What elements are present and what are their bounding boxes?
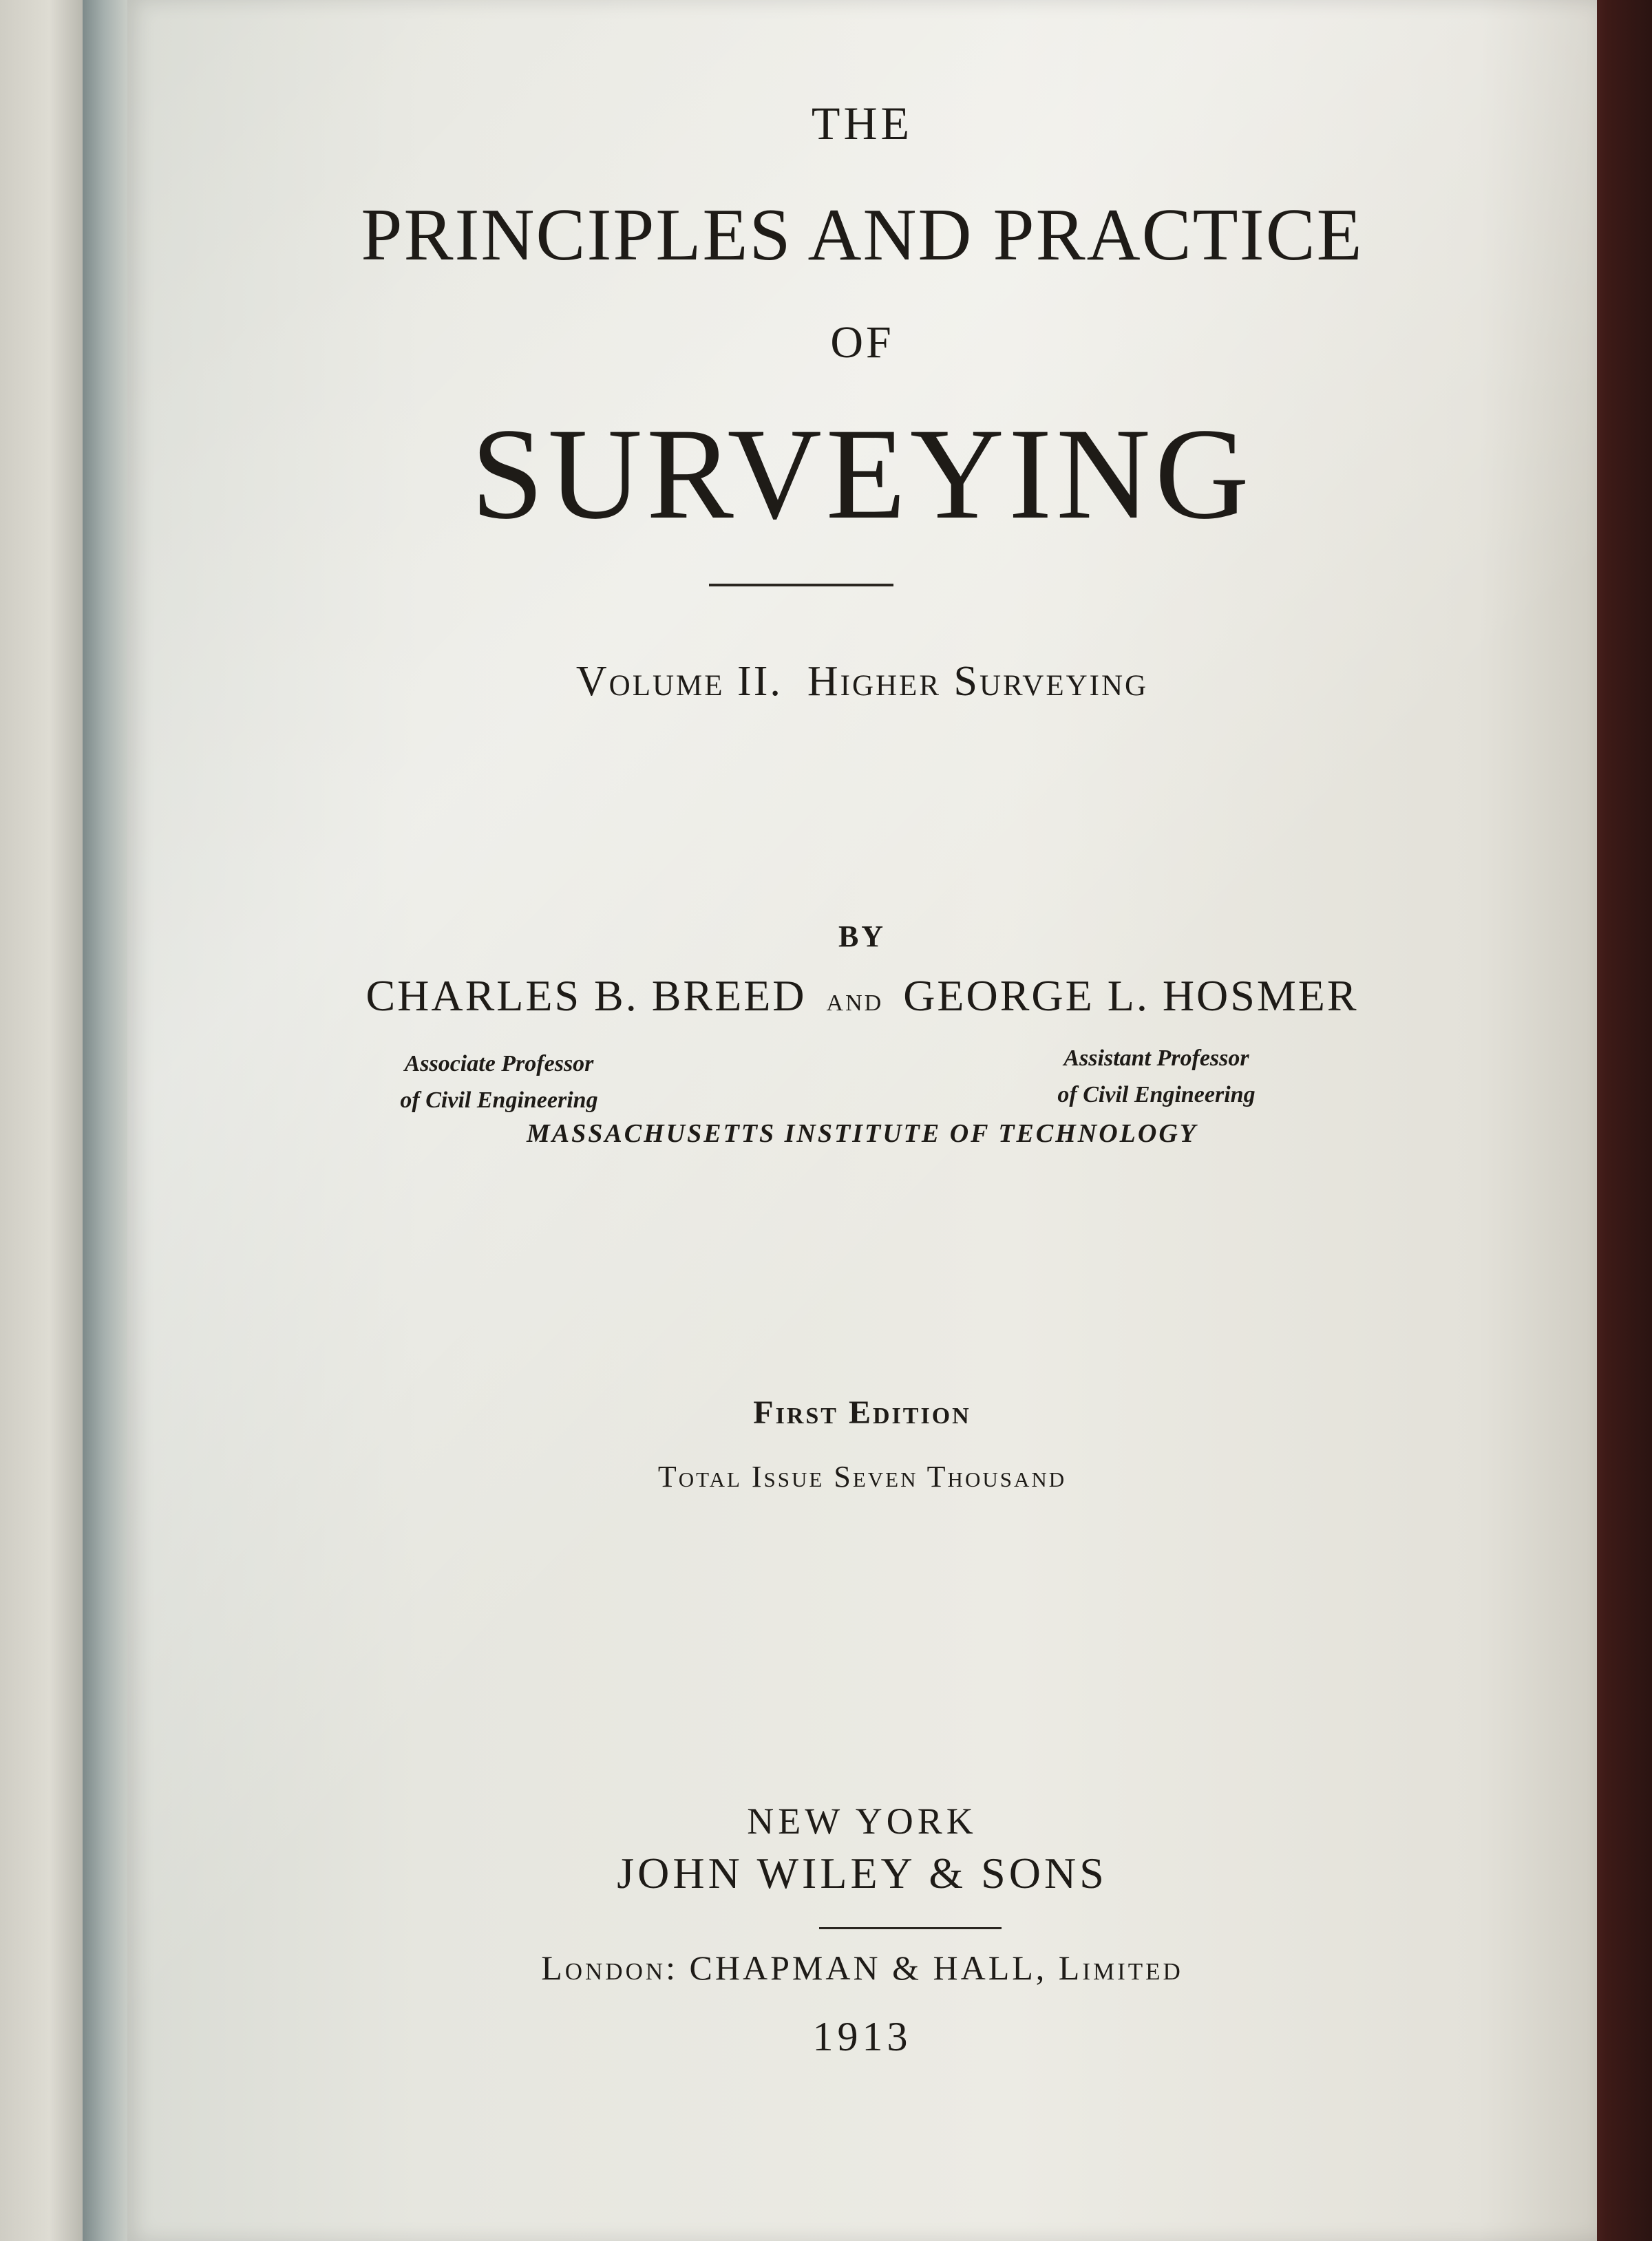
institute-name: MASSACHUSETTS INSTITUTE OF TECHNOLOGY [527,1119,1198,1148]
london-line [127,1948,1597,1988]
author-2: GEORGE L. HOSMER [903,971,1359,1020]
edition-label: First Edition [753,1394,971,1431]
author-1: CHARLES B. BREED [366,971,807,1020]
facing-page-edge [0,0,83,2241]
title-the: THE [811,97,913,149]
volume-number: Volume II. [575,658,783,705]
london-label: London: [541,1948,679,1987]
title-divider [709,584,893,586]
issue-label: Total Issue Seven Thousand [657,1460,1067,1494]
by-label: BY [838,920,887,953]
author-1-title-line1: Associate Professor [404,1051,594,1076]
main-title: PRINCIPLES AND PRACTICE [361,194,1364,276]
volume-title: Higher Surveying [807,658,1149,705]
volume-line [127,657,1597,706]
author-2-title-line1: Assistant Professor [1063,1045,1249,1071]
book-gutter [83,0,131,2241]
author-2-affiliation [991,1041,1322,1113]
title-of: OF [830,317,894,368]
subject-title: SURVEYING [471,402,1253,546]
publisher-city: NEW YORK [747,1801,977,1842]
author-1-title-line2: of Civil Engineering [400,1087,598,1113]
limited-label: Limited [1058,1948,1183,1987]
publication-year: 1913 [812,2014,912,2059]
author-1-affiliation [361,1046,637,1118]
publisher-name: JOHN WILEY & SONS [617,1849,1108,1898]
london-publisher: CHAPMAN & HALL, [689,1948,1048,1987]
author-2-title-line2: of Civil Engineering [1057,1081,1256,1107]
publisher-divider [819,1927,1002,1929]
title-page [127,0,1597,2241]
authors-line [127,970,1597,1021]
and-label: and [826,981,884,1018]
